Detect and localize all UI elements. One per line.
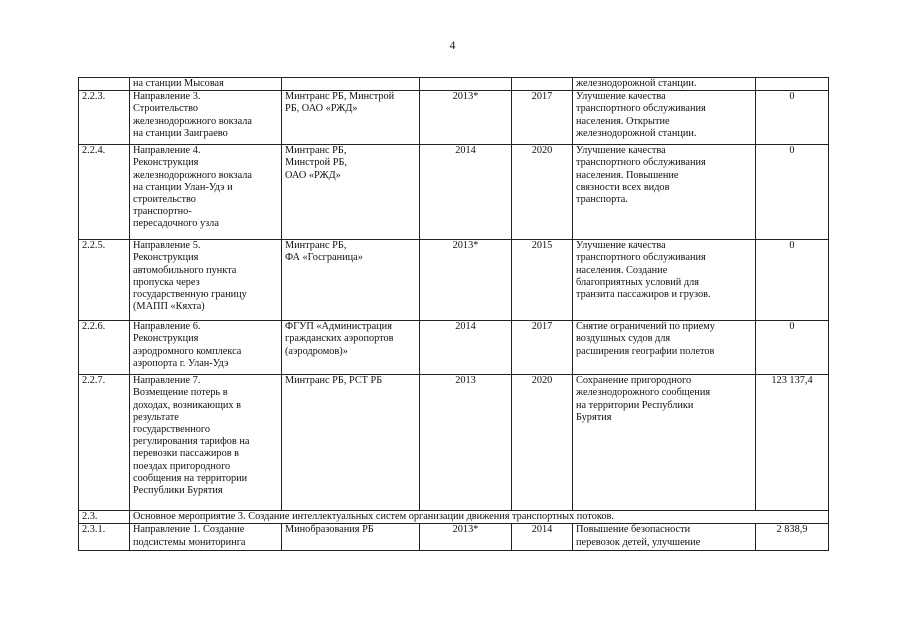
end-year: 2017 bbox=[512, 91, 573, 145]
row-number: 2.3.1. bbox=[79, 524, 130, 551]
table-row bbox=[79, 375, 829, 511]
activity-name: на станции Мысовая bbox=[130, 78, 282, 91]
expected-result: Улучшение качества транспортного обслуживания населения. Открытие железнодорожной станции. bbox=[573, 91, 756, 145]
row-number: 2.2.3. bbox=[79, 91, 130, 145]
funding-value: 0 bbox=[756, 91, 829, 145]
start-year: 2013* bbox=[420, 240, 512, 321]
executors: Минтранс РБ, РСТ РБ bbox=[282, 375, 420, 511]
activity-name: Направление 4. Реконструкция железнодорожного вокзала на станции Улан-Удэ и строительство транспортно- пересадочного узла bbox=[130, 145, 282, 240]
end-year: 2020 bbox=[512, 375, 573, 511]
expected-result: Сохранение пригородного железнодорожного сообщения на территории Республики Бурятия bbox=[573, 375, 756, 511]
row-number: 2.3. bbox=[79, 511, 130, 524]
row-number: 2.2.7. bbox=[79, 375, 130, 511]
activity-name: Направление 1. Создание подсистемы мониторинга bbox=[130, 524, 282, 551]
table-row bbox=[79, 511, 829, 524]
start-year: 2013* bbox=[420, 524, 512, 551]
table-row bbox=[79, 145, 829, 240]
expected-result: железнодорожной станции. bbox=[573, 78, 756, 91]
executors: ФГУП «Администрация гражданских аэропортов (аэродромов)» bbox=[282, 321, 420, 375]
activity-name: Направление 6. Реконструкция аэродромного комплекса аэропорта г. Улан-Удэ bbox=[130, 321, 282, 375]
table-row bbox=[79, 240, 829, 321]
executors: Минобразования РБ bbox=[282, 524, 420, 551]
funding-value: 0 bbox=[756, 321, 829, 375]
end-year: 2015 bbox=[512, 240, 573, 321]
expected-result: Улучшение качества транспортного обслуживания населения. Повышение связности всех видов транспорта. bbox=[573, 145, 756, 240]
funding-value: 2 838,9 bbox=[756, 524, 829, 551]
expected-result: Снятие ограничений по приему воздушных судов для расширения географии полетов bbox=[573, 321, 756, 375]
start-year: 2014 bbox=[420, 145, 512, 240]
funding-value: 0 bbox=[756, 145, 829, 240]
main-activity-heading: Основное мероприятие 3. Создание интеллектуальных систем организации движения транспортных потоков. bbox=[130, 511, 829, 524]
end-year: 2014 bbox=[512, 524, 573, 551]
table-row bbox=[79, 91, 829, 145]
start-year: 2014 bbox=[420, 321, 512, 375]
end-year: 2020 bbox=[512, 145, 573, 240]
table-row bbox=[79, 321, 829, 375]
table-row bbox=[79, 78, 829, 91]
page-number: 4 bbox=[449, 40, 456, 52]
row-number: 2.2.6. bbox=[79, 321, 130, 375]
row-number: 2.2.4. bbox=[79, 145, 130, 240]
activity-name: Направление 5. Реконструкция автомобильного пункта пропуска через государственную границу (МАПП «Кяхта) bbox=[130, 240, 282, 321]
activities-table bbox=[78, 77, 829, 551]
executors bbox=[282, 78, 420, 91]
expected-result: Улучшение качества транспортного обслуживания населения. Создание благоприятных условий для транзита пассажиров и грузов. bbox=[573, 240, 756, 321]
end-year bbox=[512, 78, 573, 91]
row-number: 2.2.5. bbox=[79, 240, 130, 321]
end-year: 2017 bbox=[512, 321, 573, 375]
start-year: 2013 bbox=[420, 375, 512, 511]
row-number bbox=[79, 78, 130, 91]
executors: Минтранс РБ, Минстрой РБ, ОАО «РЖД» bbox=[282, 91, 420, 145]
table-row bbox=[79, 524, 829, 551]
start-year bbox=[420, 78, 512, 91]
activity-name: Направление 7. Возмещение потерь в доходах, возникающих в результате государственного регулирования тарифов на перевозки пассажиров в поездах пригородного сообщения на территории Республики Бурятия bbox=[130, 375, 282, 511]
executors: Минтранс РБ, ФА «Госграница» bbox=[282, 240, 420, 321]
funding-value: 123 137,4 bbox=[756, 375, 829, 511]
expected-result: Повышение безопасности перевозок детей, улучшение bbox=[573, 524, 756, 551]
funding-value: 0 bbox=[756, 240, 829, 321]
funding-value bbox=[756, 78, 829, 91]
executors: Минтранс РБ, Минстрой РБ, ОАО «РЖД» bbox=[282, 145, 420, 240]
activity-name: Направление 3. Строительство железнодорожного вокзала на станции Заиграево bbox=[130, 91, 282, 145]
start-year: 2013* bbox=[420, 91, 512, 145]
